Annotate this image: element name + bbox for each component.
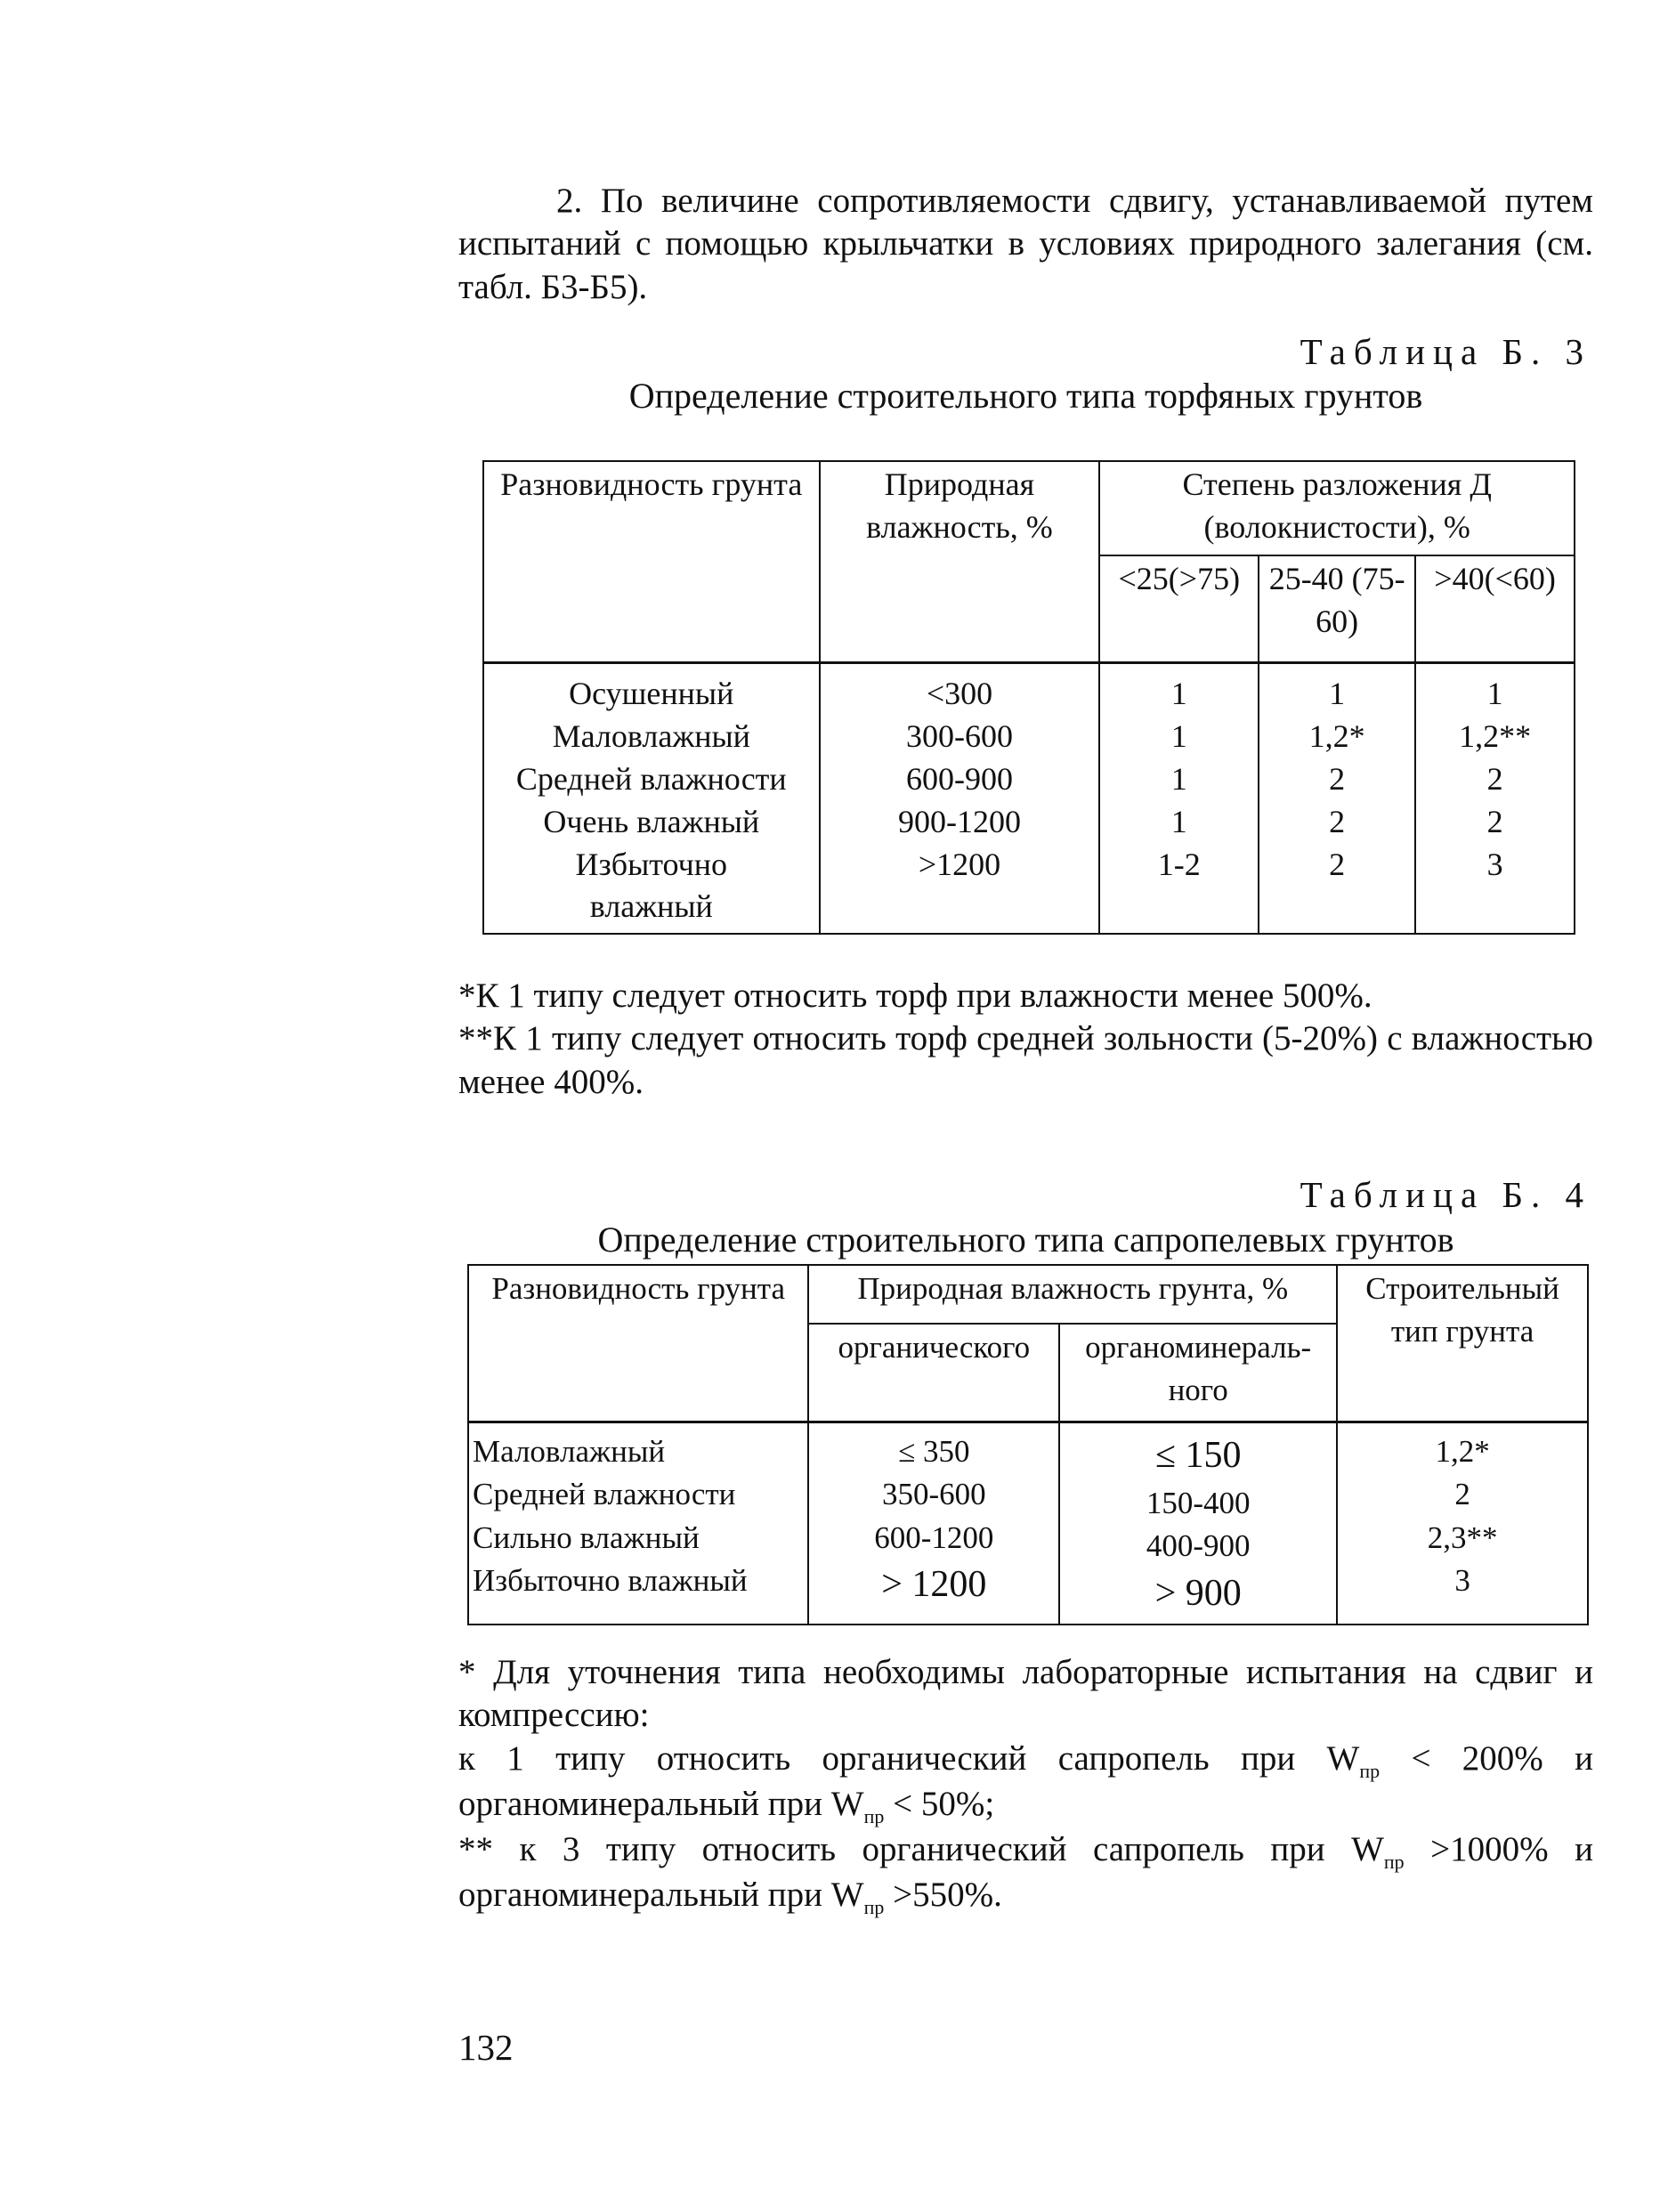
- table3-cell: 2: [1329, 803, 1346, 839]
- table3-cell: Очень влажный: [543, 803, 760, 839]
- table3-cell: 900-1200: [897, 803, 1021, 839]
- table3-subheader-3: >40(<60): [1415, 555, 1575, 663]
- note-text: к 1 типу относить органический сапропель при W: [458, 1738, 1360, 1778]
- table3-cell: 1-2: [1157, 846, 1201, 882]
- table3-col3: [1415, 663, 1575, 935]
- table4-note-2: [458, 1738, 1593, 1828]
- note-subscript: пр: [863, 1895, 885, 1918]
- note-text: ** к 3 типу относить органический сапропель при W: [458, 1829, 1384, 1868]
- table4-cell: Избыточно влажный: [473, 1562, 748, 1598]
- table3-cell: 1,2*: [1308, 717, 1365, 754]
- table3-cell: 1: [1170, 676, 1187, 711]
- table3-cell: 1: [1170, 760, 1187, 797]
- table3-cell: 1: [1486, 676, 1503, 711]
- table3-header-row: [483, 461, 1575, 555]
- note-text: >550%.: [884, 1875, 1002, 1914]
- table3-col2: [1259, 663, 1415, 935]
- table3-note-2: **К 1 типу следует относить торф средней зольности (5-20%) с влажностью менее 400%.: [458, 1019, 1593, 1101]
- table4-header-organomineral: органоминераль-ного: [1059, 1324, 1337, 1422]
- table3-notes: [458, 975, 1593, 1104]
- table4-cell: 2: [1454, 1477, 1470, 1512]
- table3-cell: 1: [1170, 803, 1187, 839]
- note-text: >1000% и органоминеральный при W: [458, 1829, 1593, 1914]
- table4-note-1: * Для уточнения типа необходимы лабораторные испытания на сдвиг и компрессию:: [458, 1653, 1593, 1735]
- table3-cell: >1200: [918, 846, 1001, 882]
- table4-body-row: [468, 1422, 1588, 1625]
- table4-organic-column: [808, 1422, 1059, 1625]
- table4-header-organic: органического: [808, 1324, 1059, 1422]
- table4-cell: Маловлажный: [473, 1434, 666, 1469]
- note-text: < 200% и органоминеральный при W: [458, 1738, 1594, 1823]
- table4-cell: 150-400: [1146, 1485, 1251, 1520]
- table3-subheader-2: 25-40 (75-60): [1259, 555, 1415, 663]
- table4-cell: 3: [1454, 1562, 1470, 1598]
- intro-paragraph: 2. По величине сопротивляемости сдвигу, устанавливаемой путем испытаний с помощью крыльчатки в условиях природного залегания (см. табл. Б3-Б5).: [458, 182, 1593, 306]
- table3-moisture-column: [820, 663, 1100, 935]
- table3-variety-column: [483, 663, 820, 935]
- note-subscript: пр: [1359, 1759, 1381, 1782]
- table3-cell: 3: [1486, 846, 1503, 882]
- note-subscript: пр: [1383, 1850, 1405, 1873]
- table4-cell: ≤ 350: [898, 1434, 970, 1469]
- table4-header-variety: Разновидность грунта: [468, 1265, 808, 1422]
- table4-label: Таблица Б. 4: [1300, 1174, 1591, 1215]
- table3-caption: Определение строительного типа торфяных грунтов: [628, 376, 1423, 416]
- table3-cell: 2: [1486, 803, 1503, 839]
- table4-cell: 2,3**: [1427, 1519, 1498, 1555]
- table4-cell: > 900: [1154, 1572, 1242, 1614]
- table3-header-moisture: Природная влажность, %: [820, 461, 1100, 663]
- table3-cell: 2: [1329, 846, 1346, 882]
- table3-body-row: [483, 663, 1575, 935]
- table4-header-type: Строительный тип грунта: [1337, 1265, 1588, 1422]
- table3-cell: 1: [1329, 676, 1346, 711]
- table4-cell: 350-600: [881, 1477, 986, 1512]
- table3-cell: Средней влажности: [515, 760, 787, 797]
- table4-cell: Сильно влажный: [473, 1519, 700, 1555]
- table3-cell: Осушенный: [569, 676, 734, 711]
- table3: [482, 460, 1575, 935]
- table3-cell: Избыточно влажный: [575, 846, 727, 925]
- note-subscript: пр: [863, 1804, 885, 1827]
- table3-cell: 600-900: [905, 760, 1013, 797]
- table4-type-column: [1337, 1422, 1588, 1625]
- table4-cell: 600-1200: [874, 1519, 994, 1555]
- table4-cell: Средней влажности: [473, 1477, 736, 1512]
- table3-col1: [1099, 663, 1259, 935]
- table3-cell: 1: [1170, 717, 1187, 754]
- note-text: < 50%;: [884, 1784, 995, 1823]
- table3-cell: 1,2**: [1459, 717, 1532, 754]
- table3-label: Таблица Б. 3: [1300, 331, 1591, 372]
- table4-header-row: [468, 1265, 1588, 1324]
- table4-organomineral-column: [1059, 1422, 1337, 1625]
- table3-note-1: *К 1 типу следует относить торф при влажности менее 500%.: [458, 976, 1372, 1015]
- table3-header-variety: Разновидность грунта: [483, 461, 820, 663]
- table3-header-decomposition: Степень разложения Д (волокнистости), %: [1099, 461, 1575, 555]
- table3-cell: 300-600: [905, 717, 1013, 754]
- page-number: 132: [458, 2027, 514, 2068]
- table4-note-3: [458, 1828, 1593, 1919]
- table4-cell: 400-900: [1146, 1528, 1251, 1564]
- table4: [467, 1264, 1589, 1625]
- table4-variety-column: [468, 1422, 808, 1625]
- table4-header-moisture: Природная влажность грунта, %: [808, 1265, 1337, 1324]
- table3-cell: <300: [926, 676, 993, 711]
- table4-cell: > 1200: [881, 1563, 987, 1605]
- table3-cell: 2: [1486, 760, 1503, 797]
- table4-cell: ≤ 150: [1154, 1435, 1242, 1476]
- table3-cell: Маловлажный: [552, 717, 750, 754]
- table4-caption: Определение строительного типа сапропелевых грунтов: [597, 1219, 1454, 1260]
- table4-cell: 1,2*: [1435, 1434, 1490, 1469]
- table4-notes: [458, 1651, 1593, 1919]
- table3-cell: 2: [1329, 760, 1346, 797]
- table3-subheader-1: <25(>75): [1099, 555, 1259, 663]
